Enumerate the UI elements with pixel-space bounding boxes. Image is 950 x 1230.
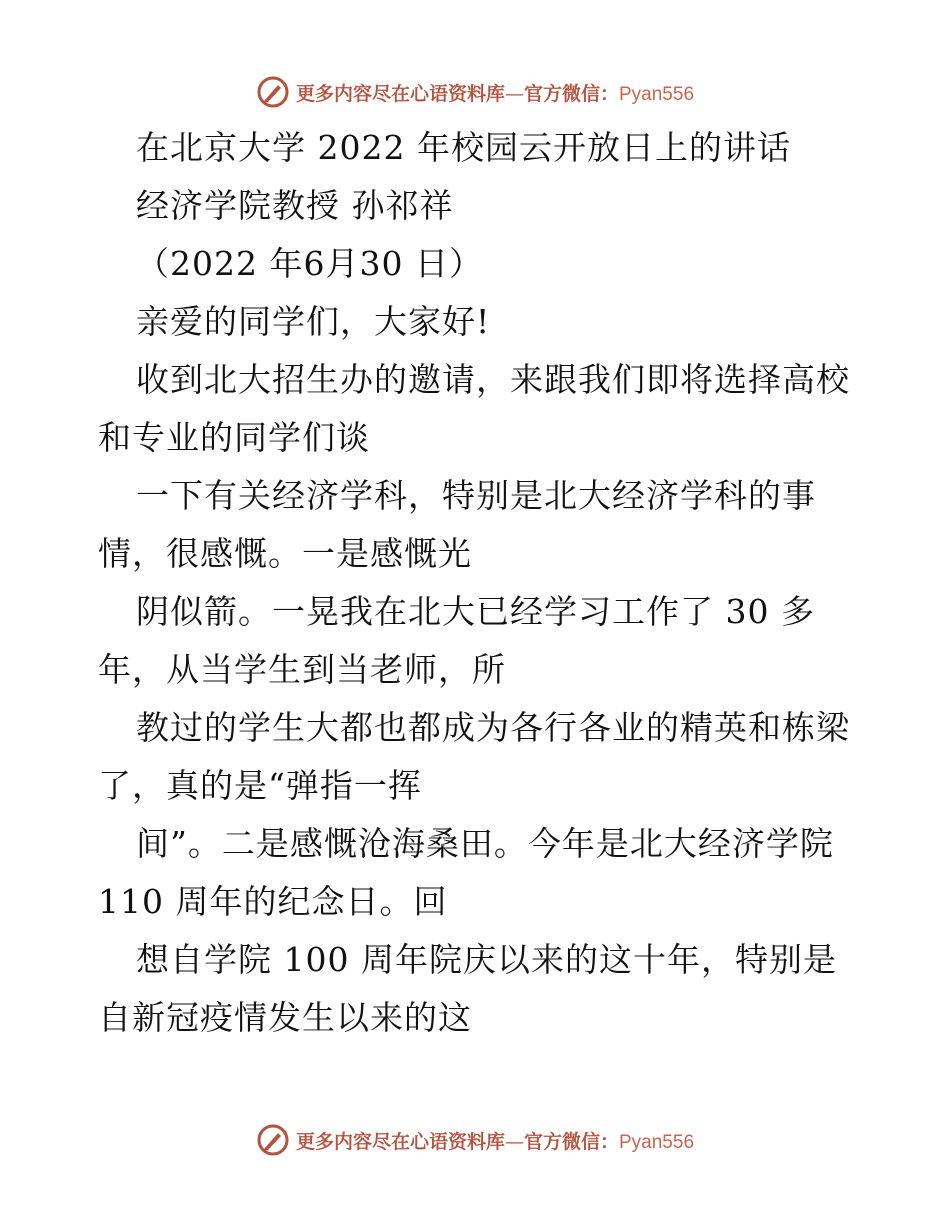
greeting-line: 亲爱的同学们，大家好! xyxy=(136,302,491,341)
body-line: 自新冠疫情发生以来的这 xyxy=(98,998,472,1037)
body-line: 情，很感慨。一是感慨光 xyxy=(98,534,472,573)
body-line: 和专业的同学们谈 xyxy=(98,418,370,457)
body-line: 收到北大招生办的邀请，来跟我们即将选择高校 xyxy=(136,360,850,399)
watermark-text xyxy=(296,79,694,106)
watermark-title: 更多内容尽在心语资料库 xyxy=(295,1130,505,1153)
watermark-dash: — xyxy=(504,1130,524,1153)
body-line: 一下有关经济学科，特别是北大经济学科的事 xyxy=(136,476,816,515)
header-watermark xyxy=(0,72,950,112)
watermark-id: Pyan556 xyxy=(619,1131,695,1153)
pen-logo-icon xyxy=(256,75,290,109)
date-line: （2022 年6月30 日） xyxy=(136,244,483,283)
watermark-text xyxy=(296,1127,694,1154)
body-line: 教过的学生大都也都成为各行各业的精英和栋梁 xyxy=(136,708,850,747)
watermark-suffix: 官方微信： xyxy=(523,82,619,105)
speaker-line: 经济学院教授 孙祁祥 xyxy=(136,186,454,225)
footer-watermark xyxy=(0,1120,950,1160)
watermark-suffix: 官方微信： xyxy=(523,1130,619,1153)
speech-title: 在北京大学 2022 年校园云开放日上的讲话 xyxy=(136,128,791,167)
body-line: 110 周年的纪念日。回 xyxy=(98,882,448,921)
watermark-dash: — xyxy=(504,82,524,105)
body-line: 想自学院 100 周年院庆以来的这十年，特别是 xyxy=(136,940,837,979)
body-line: 阴似箭。一晃我在北大已经学习工作了 30 多 xyxy=(136,592,815,631)
body-line: 年，从当学生到当老师，所 xyxy=(98,650,506,689)
body-line: 间”。二是感慨沧海桑田。今年是北大经济学院 xyxy=(136,824,834,863)
watermark-title: 更多内容尽在心语资料库 xyxy=(295,82,505,105)
body-line: 了，真的是“弹指一挥 xyxy=(98,766,422,805)
pen-logo-icon xyxy=(256,1123,290,1157)
watermark-id: Pyan556 xyxy=(619,83,695,105)
